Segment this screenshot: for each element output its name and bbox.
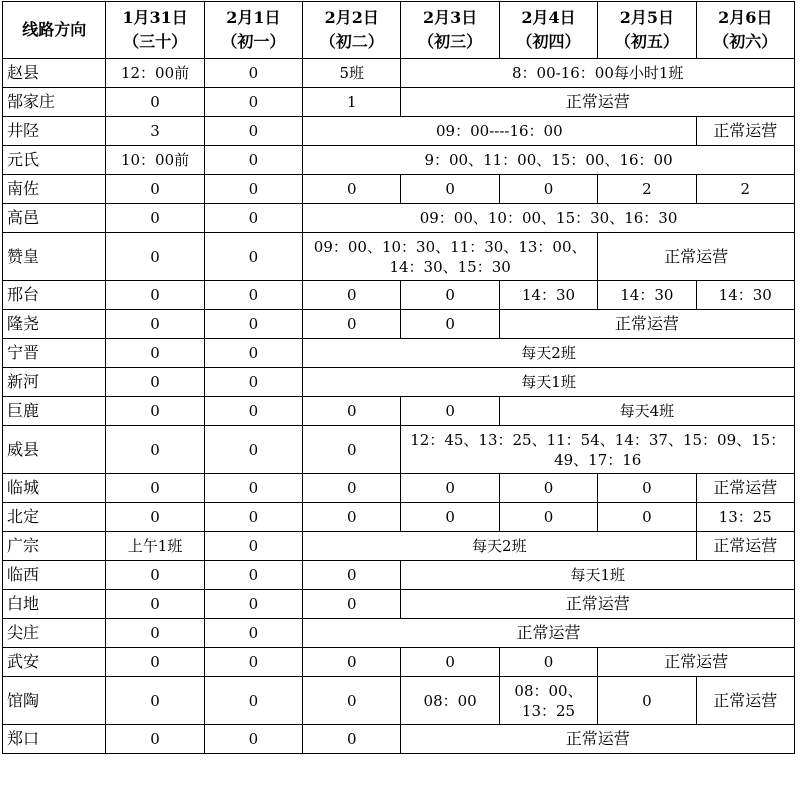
schedule-cell: 0 bbox=[204, 339, 302, 368]
schedule-cell: 5班 bbox=[303, 59, 401, 88]
route-name: 临西 bbox=[3, 561, 106, 590]
schedule-cell: 12：00前 bbox=[106, 59, 204, 88]
day-column-header bbox=[303, 2, 401, 59]
schedule-cell: 0 bbox=[499, 175, 597, 204]
day-date: 2月3日 bbox=[423, 8, 478, 27]
route-name: 郜家庄 bbox=[3, 88, 106, 117]
schedule-cell: 每天1班 bbox=[303, 368, 795, 397]
schedule-cell: 每天4班 bbox=[499, 397, 794, 426]
day-lunar-date: （初一） bbox=[221, 32, 286, 51]
day-column-header bbox=[401, 2, 499, 59]
schedule-cell: 8：00-16：00每小时1班 bbox=[401, 59, 795, 88]
day-lunar-date: （初四） bbox=[516, 32, 581, 51]
table-row bbox=[3, 590, 795, 619]
route-name: 威县 bbox=[3, 426, 106, 474]
day-lunar-date: （初二） bbox=[319, 32, 384, 51]
schedule-cell: 0 bbox=[106, 175, 204, 204]
schedule-cell: 正常运营 bbox=[303, 619, 795, 648]
table-row bbox=[3, 339, 795, 368]
schedule-cell: 0 bbox=[106, 677, 204, 725]
route-name: 广宗 bbox=[3, 532, 106, 561]
route-name: 赞皇 bbox=[3, 233, 106, 281]
day-column-header bbox=[598, 2, 696, 59]
table-row bbox=[3, 426, 795, 474]
schedule-cell: 0 bbox=[401, 503, 499, 532]
schedule-cell: 0 bbox=[401, 474, 499, 503]
route-name: 赵县 bbox=[3, 59, 106, 88]
schedule-cell: 0 bbox=[303, 397, 401, 426]
route-name: 武安 bbox=[3, 648, 106, 677]
schedule-cell: 2 bbox=[696, 175, 794, 204]
schedule-cell: 上午1班 bbox=[106, 532, 204, 561]
table-row bbox=[3, 474, 795, 503]
schedule-cell: 0 bbox=[303, 281, 401, 310]
route-name: 隆尧 bbox=[3, 310, 106, 339]
schedule-cell: 0 bbox=[204, 146, 302, 175]
schedule-cell: 10：00前 bbox=[106, 146, 204, 175]
table-row bbox=[3, 204, 795, 233]
route-name: 元氏 bbox=[3, 146, 106, 175]
schedule-cell: 0 bbox=[499, 474, 597, 503]
schedule-cell: 0 bbox=[204, 503, 302, 532]
schedule-cell: 0 bbox=[106, 397, 204, 426]
route-name: 高邑 bbox=[3, 204, 106, 233]
schedule-cell: 0 bbox=[204, 474, 302, 503]
schedule-cell: 0 bbox=[204, 281, 302, 310]
day-lunar-date: （初六） bbox=[713, 32, 778, 51]
route-name: 白地 bbox=[3, 590, 106, 619]
schedule-cell: 08：00 bbox=[401, 677, 499, 725]
day-column-header bbox=[204, 2, 302, 59]
table-row bbox=[3, 619, 795, 648]
schedule-cell: 0 bbox=[204, 204, 302, 233]
schedule-cell: 14：30 bbox=[696, 281, 794, 310]
schedule-cell: 正常运营 bbox=[598, 233, 795, 281]
schedule-cell: 14：30 bbox=[499, 281, 597, 310]
day-column-header bbox=[106, 2, 204, 59]
header-row bbox=[3, 2, 795, 59]
schedule-cell: 0 bbox=[106, 368, 204, 397]
schedule-cell: 1 bbox=[303, 88, 401, 117]
schedule-cell: 3 bbox=[106, 117, 204, 146]
schedule-cell: 12：45、13：25、11：54、14：37、15：09、15：49、17：16 bbox=[401, 426, 795, 474]
schedule-cell: 每天2班 bbox=[303, 532, 696, 561]
schedule-cell: 0 bbox=[204, 397, 302, 426]
schedule-cell: 0 bbox=[303, 426, 401, 474]
schedule-cell: 每天2班 bbox=[303, 339, 795, 368]
schedule-cell: 0 bbox=[106, 233, 204, 281]
route-column-header: 线路方向 bbox=[3, 2, 106, 59]
schedule-cell: 2 bbox=[598, 175, 696, 204]
schedule-cell: 0 bbox=[598, 503, 696, 532]
schedule-cell: 0 bbox=[204, 677, 302, 725]
schedule-cell: 0 bbox=[106, 310, 204, 339]
schedule-cell: 正常运营 bbox=[401, 590, 795, 619]
schedule-cell: 9：00、11：00、15：00、16：00 bbox=[303, 146, 795, 175]
table-row bbox=[3, 146, 795, 175]
day-lunar-date: （初三） bbox=[418, 32, 483, 51]
schedule-cell: 0 bbox=[401, 310, 499, 339]
schedule-cell: 0 bbox=[204, 175, 302, 204]
schedule-cell: 0 bbox=[303, 310, 401, 339]
table-row bbox=[3, 725, 795, 754]
schedule-cell: 13：25 bbox=[696, 503, 794, 532]
schedule-cell: 0 bbox=[499, 648, 597, 677]
schedule-cell: 09：00、10：00、15：30、16：30 bbox=[303, 204, 795, 233]
schedule-cell: 0 bbox=[204, 310, 302, 339]
schedule-cell: 0 bbox=[303, 175, 401, 204]
schedule-cell: 0 bbox=[204, 59, 302, 88]
day-lunar-date: （三十） bbox=[123, 32, 188, 51]
route-name: 临城 bbox=[3, 474, 106, 503]
schedule-cell: 0 bbox=[106, 88, 204, 117]
route-name: 尖庄 bbox=[3, 619, 106, 648]
table-row bbox=[3, 175, 795, 204]
table-row bbox=[3, 281, 795, 310]
day-date: 2月2日 bbox=[324, 8, 379, 27]
day-date: 1月31日 bbox=[122, 8, 188, 27]
table-row bbox=[3, 310, 795, 339]
schedule-cell: 0 bbox=[499, 503, 597, 532]
schedule-cell: 0 bbox=[106, 204, 204, 233]
route-name: 邢台 bbox=[3, 281, 106, 310]
route-name: 南佐 bbox=[3, 175, 106, 204]
schedule-cell: 0 bbox=[204, 619, 302, 648]
schedule-cell: 0 bbox=[598, 677, 696, 725]
schedule-cell: 14：30 bbox=[598, 281, 696, 310]
schedule-cell: 0 bbox=[204, 532, 302, 561]
table-row bbox=[3, 503, 795, 532]
schedule-cell: 正常运营 bbox=[401, 725, 795, 754]
schedule-cell: 正常运营 bbox=[696, 677, 794, 725]
schedule-cell: 0 bbox=[303, 677, 401, 725]
schedule-cell: 0 bbox=[106, 503, 204, 532]
route-name: 北定 bbox=[3, 503, 106, 532]
day-date: 2月1日 bbox=[226, 8, 281, 27]
schedule-cell: 0 bbox=[303, 561, 401, 590]
day-date: 2月6日 bbox=[718, 8, 773, 27]
schedule-cell: 0 bbox=[204, 88, 302, 117]
route-name: 郑口 bbox=[3, 725, 106, 754]
schedule-cell: 正常运营 bbox=[696, 117, 794, 146]
schedule-cell: 0 bbox=[106, 619, 204, 648]
table-row bbox=[3, 561, 795, 590]
table-row bbox=[3, 368, 795, 397]
schedule-cell: 0 bbox=[303, 725, 401, 754]
table-row bbox=[3, 59, 795, 88]
schedule-cell: 0 bbox=[303, 474, 401, 503]
table-row bbox=[3, 88, 795, 117]
schedule-cell: 0 bbox=[204, 725, 302, 754]
route-name: 馆陶 bbox=[3, 677, 106, 725]
schedule-cell: 0 bbox=[303, 648, 401, 677]
schedule-cell: 0 bbox=[303, 503, 401, 532]
day-date: 2月4日 bbox=[521, 8, 576, 27]
table-row bbox=[3, 677, 795, 725]
route-name: 巨鹿 bbox=[3, 397, 106, 426]
route-name: 宁晋 bbox=[3, 339, 106, 368]
schedule-cell: 每天1班 bbox=[401, 561, 795, 590]
schedule-cell: 0 bbox=[303, 590, 401, 619]
schedule-cell: 0 bbox=[204, 561, 302, 590]
day-column-header bbox=[696, 2, 794, 59]
route-name: 新河 bbox=[3, 368, 106, 397]
schedule-cell: 正常运营 bbox=[696, 532, 794, 561]
schedule-cell: 0 bbox=[106, 725, 204, 754]
schedule-cell: 0 bbox=[204, 233, 302, 281]
schedule-cell: 0 bbox=[401, 281, 499, 310]
schedule-cell: 正常运营 bbox=[499, 310, 794, 339]
schedule-cell: 0 bbox=[106, 648, 204, 677]
schedule-cell: 0 bbox=[106, 474, 204, 503]
schedule-cell: 08：00、13：25 bbox=[499, 677, 597, 725]
schedule-cell: 0 bbox=[401, 648, 499, 677]
schedule-cell: 0 bbox=[401, 397, 499, 426]
schedule-cell: 0 bbox=[204, 117, 302, 146]
schedule-cell: 0 bbox=[204, 368, 302, 397]
schedule-cell: 0 bbox=[204, 590, 302, 619]
schedule-cell: 0 bbox=[106, 561, 204, 590]
schedule-cell: 0 bbox=[106, 281, 204, 310]
schedule-cell: 0 bbox=[204, 648, 302, 677]
route-name: 井陉 bbox=[3, 117, 106, 146]
schedule-cell: 0 bbox=[598, 474, 696, 503]
day-lunar-date: （初五） bbox=[614, 32, 679, 51]
schedule-cell: 0 bbox=[106, 426, 204, 474]
table-row bbox=[3, 117, 795, 146]
table-row bbox=[3, 648, 795, 677]
schedule-cell: 0 bbox=[204, 426, 302, 474]
day-column-header bbox=[499, 2, 597, 59]
day-date: 2月5日 bbox=[619, 8, 674, 27]
schedule-cell: 正常运营 bbox=[401, 88, 795, 117]
schedule-cell: 正常运营 bbox=[696, 474, 794, 503]
table-row bbox=[3, 397, 795, 426]
schedule-cell: 0 bbox=[401, 175, 499, 204]
table-row bbox=[3, 233, 795, 281]
schedule-cell: 09：00----16：00 bbox=[303, 117, 696, 146]
table-row bbox=[3, 532, 795, 561]
schedule-body bbox=[3, 59, 795, 754]
schedule-cell: 09：00、10：30、11：30、13：00、14：30、15：30 bbox=[303, 233, 598, 281]
schedule-cell: 正常运营 bbox=[598, 648, 795, 677]
schedule-cell: 0 bbox=[106, 590, 204, 619]
bus-schedule-table bbox=[2, 1, 795, 754]
schedule-cell: 0 bbox=[106, 339, 204, 368]
